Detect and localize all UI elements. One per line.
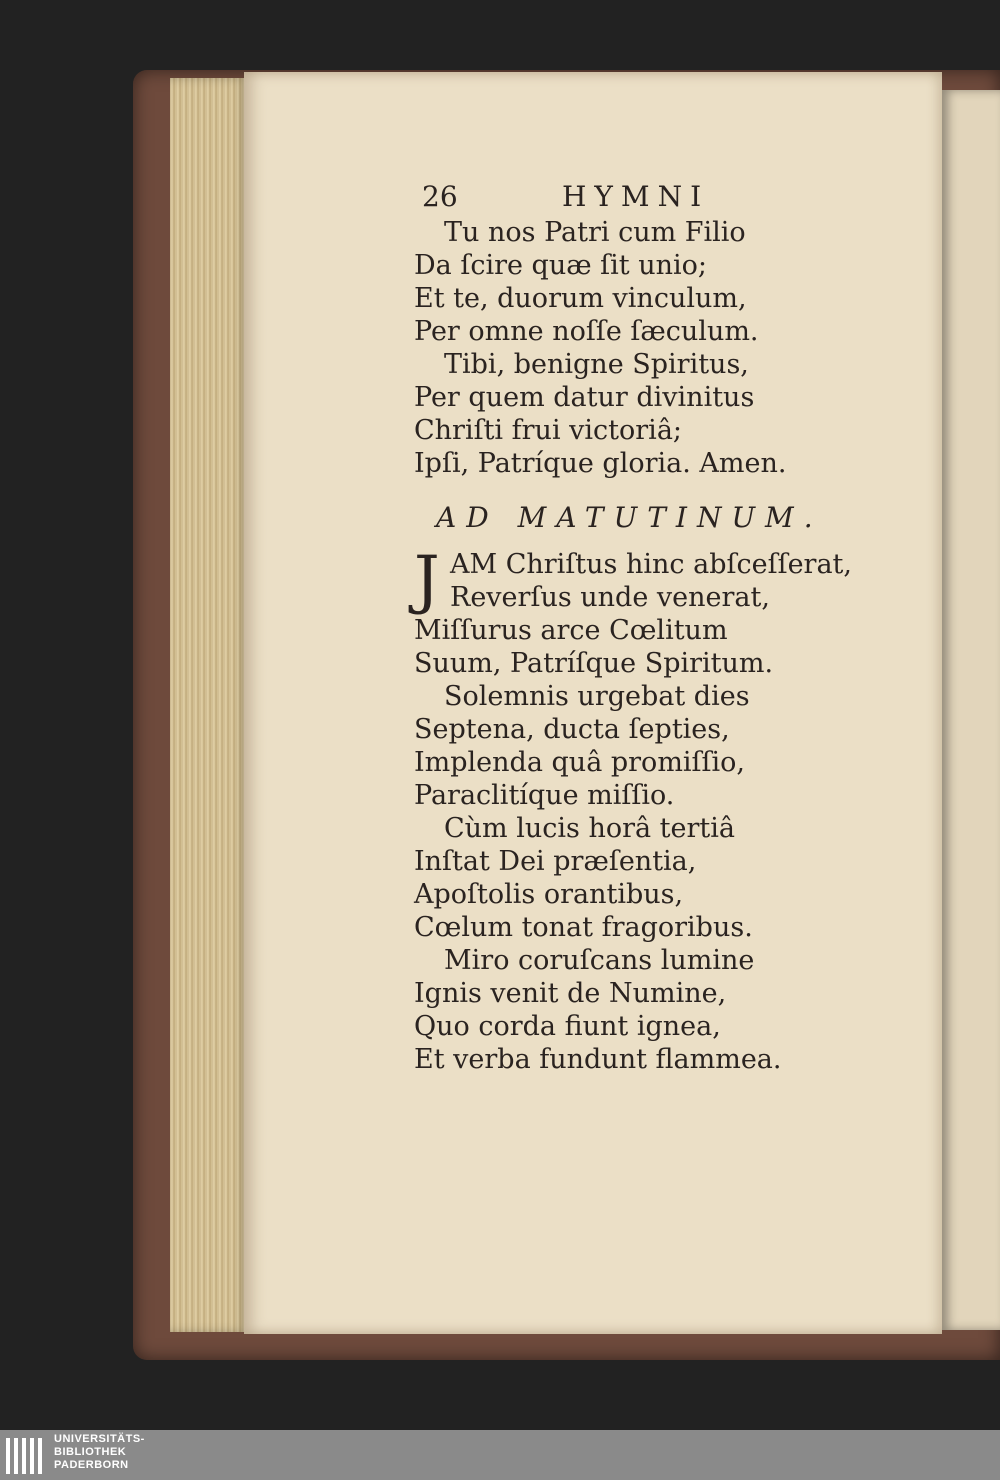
- verse-line: Inſtat Dei præſentia,: [414, 846, 697, 877]
- library-logo-text: [54, 1433, 145, 1472]
- logo-line-1: UNIVERSITÄTS-: [54, 1433, 145, 1445]
- page-header: [414, 176, 914, 216]
- verse-line: Tu nos Patri cum Filio: [444, 217, 746, 248]
- library-logo-icon: [6, 1438, 46, 1474]
- verse-line: Ignis venit de Numine,: [414, 978, 727, 1009]
- verse-line: Miro coruſcans lumine: [444, 945, 755, 976]
- logo-line-3: PADERBORN: [54, 1459, 129, 1471]
- verse-line: Cùm lucis horâ tertiâ: [444, 813, 736, 844]
- verse-line: Per quem datur divinitus: [414, 382, 755, 413]
- running-head: HYMNI: [562, 180, 710, 213]
- verse-line: Et verba fundunt flammea.: [414, 1044, 782, 1075]
- facing-page-edge: [942, 90, 1000, 1330]
- verse-line: Quo corda fiunt ignea,: [414, 1011, 721, 1042]
- hymn-second-line: Reverſus unde venerat,: [450, 582, 770, 613]
- verse-line: Et te, duorum vinculum,: [414, 283, 747, 314]
- verse-line: Suum, Patríſque Spiritum.: [414, 648, 774, 679]
- logo-line-2: BIBLIOTHEK: [54, 1446, 127, 1458]
- verse-line: Solemnis urgebat dies: [444, 681, 750, 712]
- hymn-stanzas-top: [414, 216, 914, 480]
- verse-line: Da ſcire quæ ſit unio;: [414, 250, 708, 281]
- verse-line: Chriſti frui victoriâ;: [414, 415, 683, 446]
- page-edges: [170, 78, 248, 1332]
- verse-line: Cœlum tonat fragoribus.: [414, 912, 753, 943]
- page-number: 26: [422, 180, 458, 213]
- page-text: [414, 176, 914, 1076]
- drop-cap: J: [414, 543, 440, 617]
- verse-line: Per omne noſſe ſæculum.: [414, 316, 759, 347]
- verse-line: Septena, ducta ſepties,: [414, 714, 730, 745]
- verse-line: Apoſtolis orantibus,: [414, 879, 684, 910]
- verse-line: Paraclitíque miſſio.: [414, 780, 675, 811]
- verse-line: Miſſurus arce Cœlitum: [414, 615, 728, 646]
- first-line-text: AM Chriſtus hinc abſceſſerat,: [450, 549, 852, 580]
- verse-line: Tibi, benigne Spiritus,: [444, 349, 749, 380]
- verse-line: Ipſi, Patríque gloria. Amen.: [414, 448, 787, 479]
- verse-line: Implenda quâ promiſſio,: [414, 747, 746, 778]
- section-title: AD MATUTINUM.: [436, 501, 823, 534]
- hymn-stanzas: [414, 614, 914, 1076]
- library-footer: [0, 1430, 1000, 1480]
